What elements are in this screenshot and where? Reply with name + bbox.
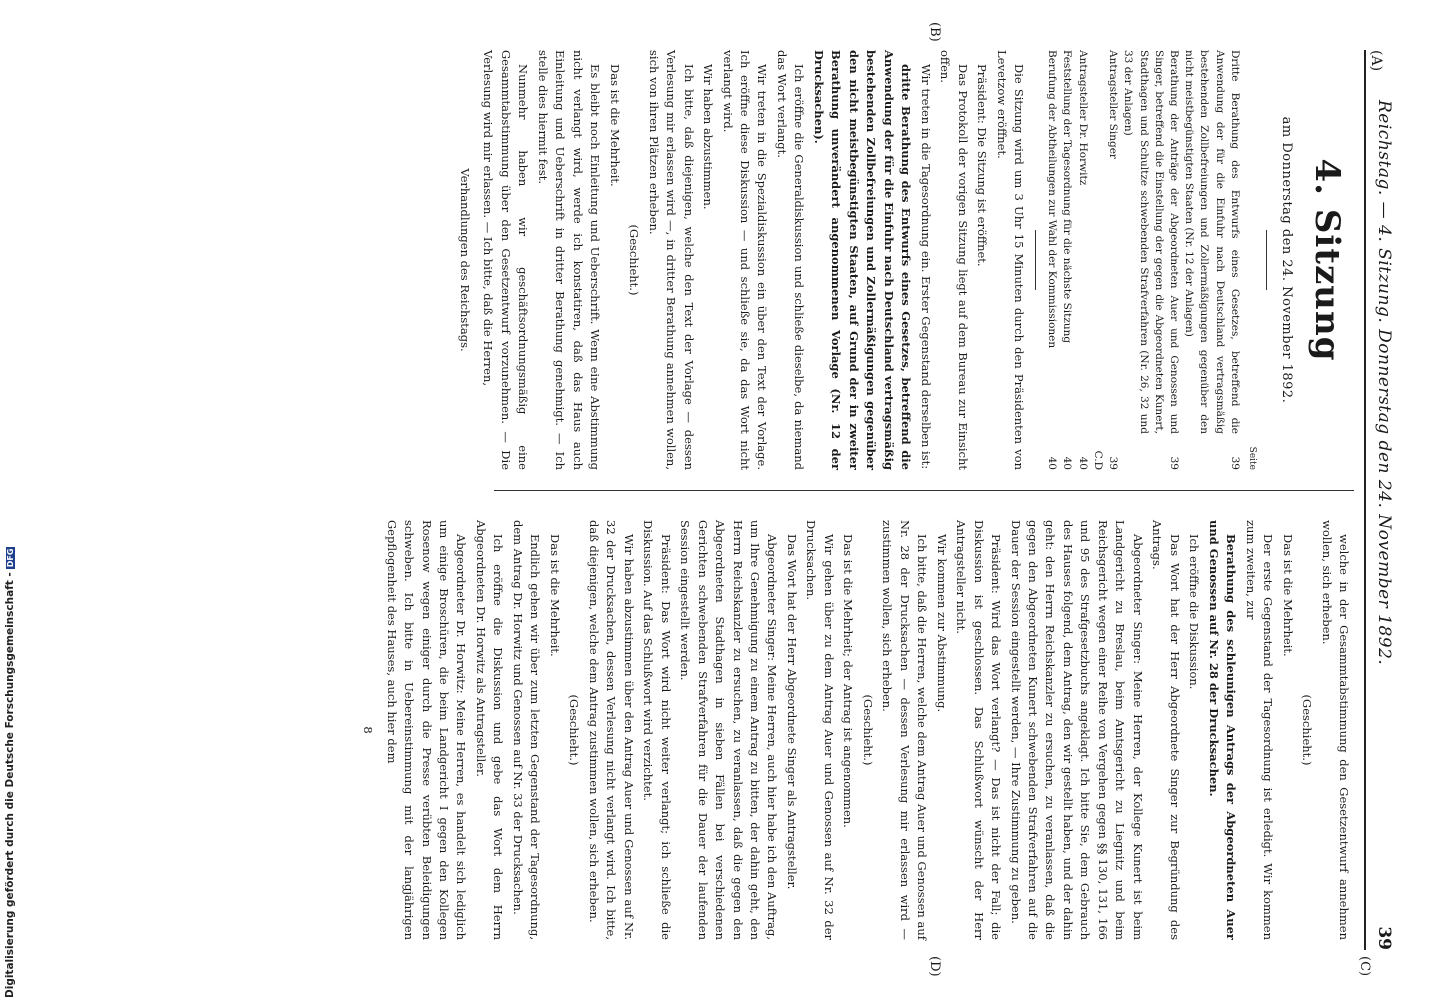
toc-item: [1075, 50, 1090, 470]
body-paragraph: (Geschieht.): [860, 694, 875, 766]
right-column: [357, 520, 1352, 940]
dfg-logo: DFG: [6, 548, 15, 568]
body-paragraph: Berathung des schleunigen Antrags der Abgeordneten Auer und Genossen auf Nr. 28 der Drucksachen.: [1206, 520, 1239, 940]
toc-item-text: Antragsteller Dr. Horwitz: [1076, 50, 1089, 186]
rotated-document-page: [52, 20, 1412, 980]
session-date: am Donnerstag den 24. November 1892.: [1279, 116, 1295, 404]
body-paragraph: Das ist die Mehrheit.: [1280, 534, 1295, 657]
toc-item-text: Berathung der Anträge der Abgeordneten Auer und Genossen und Singer, betreffend die Einstellung der gegen die Abgeordneten Kunert, Stadthagen und Schultze schwebenden Strafverfahren (Nr. 26, 32 und 33 der Anlagen): [1122, 50, 1181, 434]
page-number: 39: [1374, 926, 1394, 950]
body-paragraph: Wir gehen über zu dem Antrag Auer und Genossen auf Nr. 32 der Drucksachen.: [804, 520, 836, 940]
credit-text: [4, 548, 18, 998]
body-paragraph: (Geschieht.): [567, 694, 582, 766]
body-paragraph: Wir haben abzustimmen über den Antrag Auer und Genossen auf Nr. 32 der Drucksachen, dessen Verlesung nicht verlangt wird. Ich bitte, daß diejenigen, welche dem Antrag zustimmen wollen, sich erheben.: [586, 520, 636, 940]
toc-item-page: 39: [1228, 456, 1241, 470]
column-divider: [494, 490, 1354, 491]
body-paragraph: Präsident: Die Sitzung ist eröffnet.: [975, 64, 990, 267]
page-header: [1364, 50, 1406, 950]
body-paragraph: Wir kommen zur Abstimmung.: [934, 534, 949, 713]
toc-page-label: Seite: [1246, 446, 1257, 470]
toc-item: [1044, 50, 1059, 470]
toc-item-text: Antragsteller Singer: [1107, 50, 1120, 159]
body-paragraph: Das ist die Mehrheit; der Antrag ist angenommen.: [841, 534, 856, 828]
body-paragraph: Abgeordneter Singer: Meine Herren, auch hier habe ich den Auftrag, um Ihre Genehmigung zu einem Antrag zu bitten, der dahin geht, den Herrn Reichskanzler zu ersuchen, zu veranlassen, daß die gegen den Abgeordneten Stadthagen in sieben Fällen bei verschiedenen Gerichten schwebenden Strafverfahren für die Dauer der laufenden Session eingestellt werden.: [678, 520, 780, 940]
body-paragraph: Abgeordneter Singer: Meine Herren, der Kollege Kunert ist beim Landgericht zu Breslau, beim Amtsgericht zu Liegnitz und beim Reichsgericht wegen einer Reihe von Vergehen gegen §§ 130, 131, 166 und 95 des Strafgesetzbuchs angeklagt. Ich bitte Sie, dem Gebrauch des Hauses folgend, dem Antrag, den wir gestellt haben, und der dahin geht: den Herrn Reichskanzler zu ersuchen, zu veranlassen, daß die gegen den Abgeordneten Kunert schwebenden Strafverfahren auf die Dauer der Session eingestellt werden, — Ihre Zustimmung zu geben.: [1008, 520, 1145, 940]
digitization-credit-strip: [0, 548, 22, 1000]
body-paragraph: Das ist die Mehrheit.: [547, 534, 562, 657]
toc-item: [1059, 50, 1074, 470]
body-paragraph: Das Wort hat der Herr Abgeordnete Singer zur Begründung des Antrags.: [1150, 520, 1182, 940]
toc-item-text: Berufung der Abtheilungen zur Wahl der Kommissionen: [1046, 50, 1059, 349]
body-paragraph: dritte Berathung des Entwurfs eines Gesetzes, betreffend die Anwendung der für die Einfuhr nach Deutschland vertragsmäßig bestehenden Zollbefreiungen und Zollermäßigungen gegenüber den nicht meistbegünstigten Staaten, auf Grund der in zweiter Berathung unverändert angenommenen Vorlage (Nr. 12 der Drucksachen).: [811, 50, 914, 470]
toc-item-page: 40: [1061, 456, 1074, 470]
title-rule: [1266, 230, 1267, 290]
body-paragraph: Das ist die Mehrheit.: [607, 64, 622, 187]
body-paragraph: Endlich gehen wir über zum letzten Gegenstand der Tagesordnung, dem Antrag Dr. Horwitz und Genossen auf Nr. 33 der Drucksachen.: [510, 520, 543, 940]
body-paragraph: Wir haben abzustimmen.: [701, 64, 716, 210]
body-paragraph: (Geschieht.): [1300, 694, 1315, 766]
margin-marker-c: (C): [1357, 956, 1372, 977]
toc-item: [1181, 50, 1242, 470]
body-paragraph: Präsident: Wird das Wort verlangt? — Das ist nicht der Fall; die Diskussion ist geschlossen. Das Schlußwort wünscht der Herr Antragsteller nicht.: [954, 520, 1004, 940]
running-head: Reichstag. — 4. Sitzung. Donnerstag den 24. November 1892.: [1374, 100, 1394, 666]
left-footer: Verhandlungen des Reichstags.: [458, 168, 472, 352]
body-paragraph: Es bleibt noch Einleitung und Ueberschrift. Wenn eine Abstimmung nicht verlangt wird, werde ich konstatiren, daß das Haus auch Einleitung und Ueberschrift in dritter Berathung genehmigt. — Ich stelle dies hiermit fest.: [535, 50, 603, 470]
body-paragraph: Ich bitte, daß diejenigen, welche den Text der Vorlage — dessen Verlesung mir erlassen wird —, in dritter Berathung annehmen wollen, sich von ihren Plätzen erheben.: [646, 50, 696, 470]
margin-marker-a: (A): [1368, 50, 1384, 72]
toc-item-text: Dritte Berathung des Entwurfs eines Gesetzes, betreffend die Anwendung der für die Einfuhr nach Deutschland vertragsmäßig bestehenden Zollbefreiungen und Zollermäßigungen gegenüber den nicht meistbegünstigten Staaten (Nr. 12 der Anlagen): [1183, 50, 1241, 434]
body-paragraph: Ich bitte, daß die Herren, welche dem Antrag Auer und Genossen auf Nr. 28 der Drucksachen — dessen Verlesung mir erlassen wird — zustimmen wollen, sich erheben.: [880, 520, 930, 940]
body-paragraph: Abgeordneter Dr. Horwitz: Meine Herren, es handelt sich lediglich um einige Broschüren, die beim Landgericht I gegen den Kollegen Rosenow wegen einiger durch die Presse verübten Beleidigungen schweben. Ich bitte in Uebereinstimmung mit der langjährigen Gepflogenheit des Hauses, auch hier dem: [384, 520, 469, 940]
left-column: [454, 50, 1352, 470]
toc-item-page: 40: [1046, 456, 1059, 470]
body-paragraph: Wir treten in die Tagesordnung ein. Erster Gegenstand derselben ist:: [918, 64, 933, 470]
body-paragraph: Der erste Gegenstand der Tagesordnung ist erledigt. Wir kommen zum zweiten, zur: [1243, 520, 1276, 940]
body-paragraph: welche in der Gesammtabstimmung den Gesetzentwurf annehmen wollen, sich erheben.: [1319, 520, 1351, 940]
right-body-text: [382, 520, 1352, 940]
body-paragraph: Das Wort hat der Herr Abgeordnete Singer als Antragsteller.: [784, 534, 799, 890]
body-paragraph: Nunmehr haben wir geschäftsordnungsmäßig eine Gesammtabstimmung über den Gesetzentwurf vorzunehmen. — Die Verlesung wird mir erlassen. — Ich bitte, daß die Herren,: [481, 50, 531, 470]
toc-item: [1090, 50, 1120, 470]
body-paragraph: Ich eröffne die Diskussion.: [1187, 534, 1202, 690]
toc-rule: [1035, 230, 1036, 290]
toc-item: [1120, 50, 1181, 470]
margin-marker-b: (B): [927, 22, 942, 42]
body-paragraph: Das Protokoll der vorigen Sitzung liegt auf dem Bureau zur Einsicht offen.: [938, 50, 970, 470]
toc-item-page: 39 C.D: [1091, 450, 1120, 470]
table-of-contents: [1044, 50, 1242, 470]
session-title: 4. Sitzung: [1307, 158, 1347, 362]
credit-label: Digitalisierung gefördert durch die Deutsche Forschungsgemeinschaft -: [4, 572, 16, 998]
toc-item-page: 39: [1168, 456, 1181, 470]
toc-item-text: Feststellung der Tagesordnung für die nächste Sitzung: [1061, 50, 1074, 344]
body-paragraph: (Geschieht.): [627, 224, 642, 296]
body-paragraph: Die Sitzung wird um 3 Uhr 15 Minuten durch den Präsidenten von Levetzow eröffnet.: [994, 50, 1027, 470]
body-paragraph: Ich eröffne die Diskussion und gebe das Wort dem Herrn Abgeordneten Dr. Horwitz als Antragsteller.: [473, 520, 506, 940]
body-paragraph: Ich eröffne die Generaldiskussion und schließe dieselbe, da niemand das Wort verlangt.: [774, 50, 807, 470]
right-footer: 8: [361, 726, 376, 734]
toc-item-page: 40: [1076, 456, 1089, 470]
body-paragraph: Wir treten in die Spezialdiskussion ein über den Text der Vorlage. Ich eröffne diese Diskussion — und schließe sie, da das Wort nicht verlangt wird.: [720, 50, 770, 470]
body-paragraph: Präsident: Das Wort wird nicht weiter verlangt; ich schließe die Diskussion. Auf das Schlußwort wird verzichtet.: [641, 520, 673, 940]
margin-marker-d: (D): [927, 956, 942, 977]
left-body-text: [479, 50, 1027, 470]
